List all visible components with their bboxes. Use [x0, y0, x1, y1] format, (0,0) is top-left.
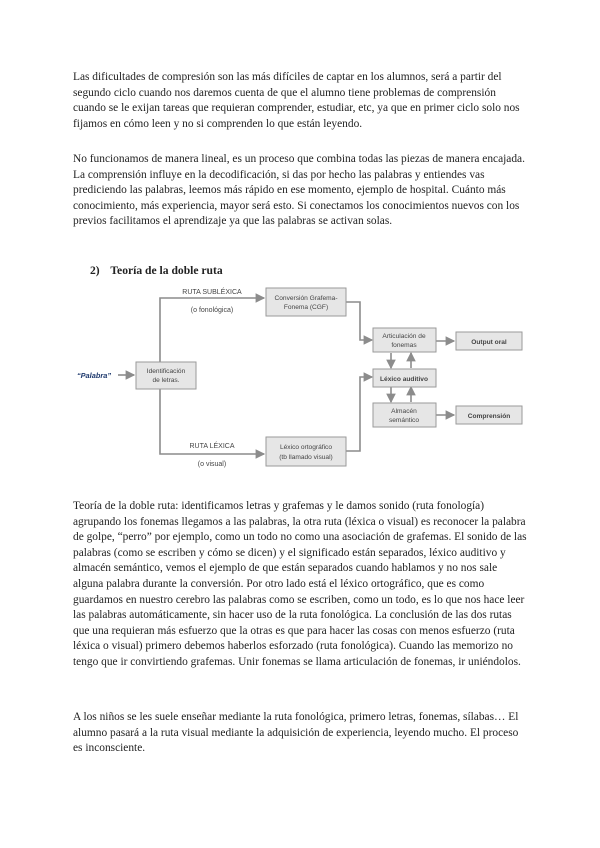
- section-number: 2): [90, 264, 100, 277]
- output-oral-label: Output oral: [471, 339, 507, 346]
- sublexical-title: RUTA SUBLÉXICA: [182, 289, 242, 296]
- articulacion-line-2: fonemas: [391, 342, 417, 349]
- articulacion-line-1: Articulación de: [382, 333, 426, 340]
- identificacion-line-1: Identificación: [146, 368, 186, 375]
- paragraph-1: Las dificultades de compresión son las más difíciles de captar en los alumnos, será a partir del segundo ciclo cuando nos daremos cuenta de que el alumno tiene problemas de comprensión cuando se le exijan tareas que requieran comprender, estudiar, etc, ya que en primer ciclo solo nos fijamos en cómo leen y no si comprenden lo que están leyendo.: [73, 71, 520, 130]
- box-ortografico: [266, 437, 346, 466]
- box-identificacion: [136, 362, 196, 389]
- section-heading: [90, 264, 223, 277]
- paragraph-3: Teoría de la doble ruta: identificamos letras y grafemas y le damos sonido (ruta fonología) agrupando los fonemas llegamos a las palabras, la otra ruta (léxica o visual) es reconocer la palabra de golpe, “perro” por ejemplo, como un todo no como una asociación de grafemas. El sonido de las palabras (como se escriben y cómo se dicen) y el significado están separados, léxico auditivo y almacén semántico, vemos el ejemplo de que están separados cuando hablamos y no nos sale alguna palabra durante la conversión. Por otro lado está el léxico ortográfico, que es como guardamos en nuestro cerebro las palabras como se escriben, como un todo, es lo que nos hace leer las palabras automáticamente, sin hacer uso de la ruta fonológica. La conclusión de las dos rutas que una requieran más esfuerzo que la otras es que para hacer las cosas con menos esfuerzo (ruta léxica o visual) primero debemos haberlos esforzado (ruta fonológica). Cuando las memorizo no tengo que ir convirtiendo grafemas. Unir fonemas se llama articulación de fonemas, ir uniéndolos.: [73, 500, 527, 668]
- cgf-line-1: Conversión Grafema-: [274, 295, 338, 302]
- paragraph-4: A los niños se les suele enseñar mediante la ruta fonológica, primero letras, fonemas, sílabas… El alumno pasará a la ruta visual mediante la adquisición de experiencia, leyendo mucho. El proceso es inconsciente.: [73, 711, 519, 755]
- sublexical-sub: (o fonológica): [190, 307, 234, 314]
- paragraph-2: No funcionamos de manera lineal, es un proceso que combina todas las piezas de manera encajada. La comprensión influye en la decodificación, si das por hecho las palabras y entiendes vas prediciendo las palabras, leemos más rápido en ese momento, ejemplo de hospital. Cuánto más conocimiento, más experiencia, mayor será esto. Si conectamos los conocimientos nuevos con los previos facilitamos el aprendizaje ya que las palabras se activan solas.: [73, 153, 525, 228]
- ortografico-line-2: (tb llamado visual): [279, 454, 333, 461]
- arrow-ortografico-to-lexico: [346, 377, 372, 451]
- almacen-line-2: semántico: [388, 417, 420, 424]
- ortografico-line-1: Léxico ortográfico: [279, 444, 333, 451]
- identificacion-line-2: de letras.: [152, 377, 180, 384]
- lexical-title: RUTA LÉXICA: [189, 443, 235, 450]
- section-title: Teoría de la doble ruta: [110, 264, 223, 277]
- cgf-line-2: Fonema (CGF): [283, 304, 329, 311]
- lexical-sub: (o visual): [197, 461, 227, 468]
- box-cgf: [266, 288, 346, 316]
- almacen-line-1: Almacén: [391, 408, 417, 415]
- arrow-cgf-to-articulacion: [346, 302, 372, 340]
- comprension-label: Comprensión: [467, 413, 511, 420]
- dual-route-diagram: [68, 286, 530, 476]
- lexico-auditivo-label: Léxico auditivo: [380, 376, 428, 383]
- input-word: “Palabra”: [76, 371, 112, 380]
